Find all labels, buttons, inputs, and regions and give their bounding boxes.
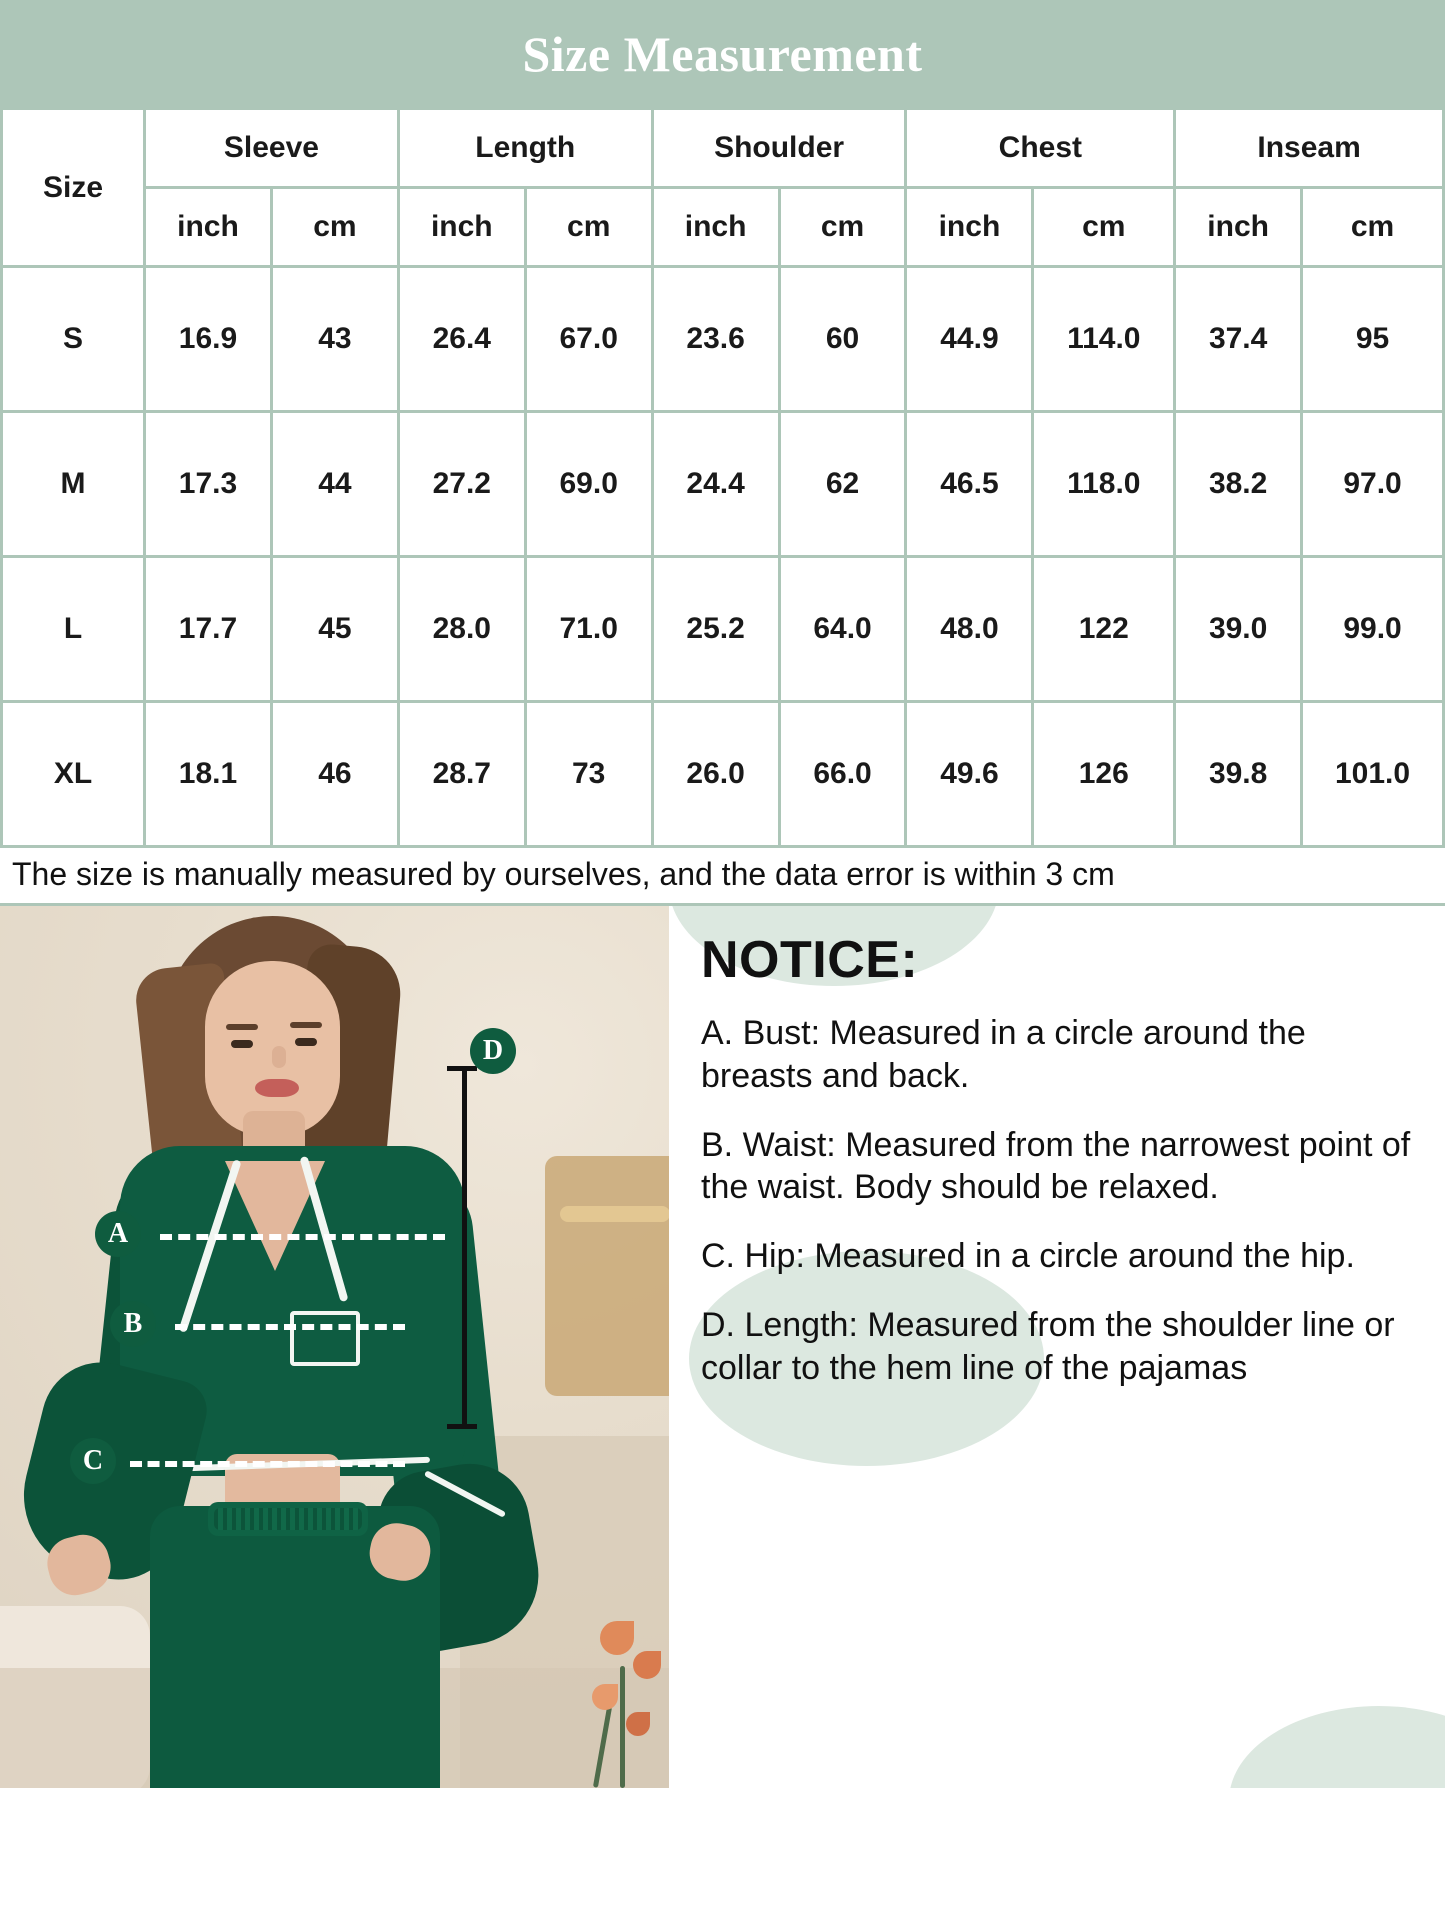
marker-b-badge: B <box>110 1301 156 1347</box>
cell-sleeve-inch: 16.9 <box>146 268 270 410</box>
cell-shoulder-cm: 64.0 <box>781 558 905 700</box>
table-group-header-row <box>3 110 1442 186</box>
cell-inseam-inch: 37.4 <box>1176 268 1300 410</box>
row-size-label: XL <box>3 703 143 845</box>
length-measure-line <box>462 1066 467 1426</box>
header-unit-chest-cm: cm <box>1034 189 1173 265</box>
cell-length-cm: 67.0 <box>527 268 651 410</box>
cell-shoulder-inch: 26.0 <box>654 703 778 845</box>
header-unit-sleeve-cm: cm <box>273 189 397 265</box>
table-head <box>3 110 1442 265</box>
size-measurement-table <box>0 107 1445 848</box>
eye-left <box>231 1040 253 1048</box>
header-group-length: Length <box>400 110 651 186</box>
cell-chest-inch: 44.9 <box>907 268 1031 410</box>
nose <box>272 1046 286 1068</box>
cell-chest-cm: 122 <box>1034 558 1173 700</box>
table-body <box>3 268 1442 845</box>
cell-sleeve-cm: 45 <box>273 558 397 700</box>
cell-inseam-cm: 99.0 <box>1303 558 1442 700</box>
model-photo <box>0 906 669 1788</box>
cell-chest-inch: 49.6 <box>907 703 1031 845</box>
notice-content <box>701 930 1425 1390</box>
notice-item-hip: C. Hip: Measured in a circle around the hip. <box>701 1237 1355 1276</box>
cell-shoulder-inch: 25.2 <box>654 558 778 700</box>
chest-pocket <box>290 1311 360 1366</box>
table-row <box>3 268 1442 410</box>
bottom-section <box>0 906 1445 1788</box>
decorative-blob <box>1229 1706 1445 1788</box>
cell-length-cm: 73 <box>527 703 651 845</box>
cell-sleeve-cm: 43 <box>273 268 397 410</box>
cell-length-cm: 71.0 <box>527 558 651 700</box>
length-measure-cap-bottom <box>447 1424 477 1429</box>
header-group-chest: Chest <box>907 110 1173 186</box>
header-unit-chest-inch: inch <box>907 189 1031 265</box>
cell-sleeve-cm: 44 <box>273 413 397 555</box>
cell-shoulder-cm: 62 <box>781 413 905 555</box>
notice-panel <box>669 906 1445 1788</box>
cell-chest-cm: 114.0 <box>1034 268 1173 410</box>
eye-right <box>295 1038 317 1046</box>
cell-length-inch: 28.7 <box>400 703 524 845</box>
cell-length-inch: 27.2 <box>400 413 524 555</box>
header-group-inseam: Inseam <box>1176 110 1442 186</box>
cell-inseam-inch: 38.2 <box>1176 413 1300 555</box>
cell-length-inch: 28.0 <box>400 558 524 700</box>
length-measure-cap-top <box>447 1066 477 1071</box>
lips <box>255 1079 299 1097</box>
cell-sleeve-cm: 46 <box>273 703 397 845</box>
header-size: Size <box>3 110 143 265</box>
cell-chest-inch: 48.0 <box>907 558 1031 700</box>
row-size-label: L <box>3 558 143 700</box>
header-unit-inseam-cm: cm <box>1303 189 1442 265</box>
cell-inseam-cm: 97.0 <box>1303 413 1442 555</box>
eyebrow-right <box>290 1022 322 1028</box>
waist-measure-line <box>175 1324 405 1330</box>
table-row <box>3 558 1442 700</box>
row-size-label: M <box>3 413 143 555</box>
cell-inseam-inch: 39.0 <box>1176 558 1300 700</box>
table-row <box>3 703 1442 845</box>
size-table-container <box>0 107 1445 848</box>
cell-inseam-inch: 39.8 <box>1176 703 1300 845</box>
cell-inseam-cm: 101.0 <box>1303 703 1442 845</box>
marker-a-badge: A <box>95 1211 141 1257</box>
cell-shoulder-inch: 24.4 <box>654 413 778 555</box>
cell-chest-inch: 46.5 <box>907 413 1031 555</box>
notice-item-length: D. Length: Measured from the shoulder line or collar to the hem line of the pajamas <box>701 1306 1395 1387</box>
pants-waistband <box>208 1502 368 1536</box>
header-unit-shoulder-inch: inch <box>654 189 778 265</box>
cell-sleeve-inch: 17.3 <box>146 413 270 555</box>
cell-chest-cm: 118.0 <box>1034 413 1173 555</box>
cell-length-inch: 26.4 <box>400 268 524 410</box>
page-header <box>0 0 1445 107</box>
cell-chest-cm: 126 <box>1034 703 1173 845</box>
eyebrow-left <box>226 1024 258 1030</box>
measurement-disclaimer: The size is manually measured by ourselves, and the data error is within 3 cm <box>0 848 1445 906</box>
cell-inseam-cm: 95 <box>1303 268 1442 410</box>
notice-item-bust: A. Bust: Measured in a circle around the breasts and back. <box>701 1014 1306 1095</box>
notice-title: NOTICE: <box>701 931 919 989</box>
cell-shoulder-inch: 23.6 <box>654 268 778 410</box>
hip-measure-line <box>130 1461 405 1467</box>
marker-c-badge: C <box>70 1438 116 1484</box>
notice-item-waist: B. Waist: Measured from the narrowest point of the waist. Body should be relaxed. <box>701 1125 1411 1207</box>
cell-shoulder-cm: 60 <box>781 268 905 410</box>
page-title: Size Measurement <box>522 25 923 82</box>
marker-d-badge: D <box>470 1028 516 1074</box>
row-size-label: S <box>3 268 143 410</box>
bust-measure-line <box>160 1234 445 1240</box>
cell-length-cm: 69.0 <box>527 413 651 555</box>
header-unit-length-cm: cm <box>527 189 651 265</box>
table-unit-header-row <box>3 189 1442 265</box>
header-group-sleeve: Sleeve <box>146 110 397 186</box>
cell-shoulder-cm: 66.0 <box>781 703 905 845</box>
cell-sleeve-inch: 18.1 <box>146 703 270 845</box>
header-unit-shoulder-cm: cm <box>781 189 905 265</box>
model-figure <box>0 906 669 1788</box>
cell-sleeve-inch: 17.7 <box>146 558 270 700</box>
table-row <box>3 413 1442 555</box>
header-unit-inseam-inch: inch <box>1176 189 1300 265</box>
header-unit-sleeve-inch: inch <box>146 189 270 265</box>
header-unit-length-inch: inch <box>400 189 524 265</box>
header-group-shoulder: Shoulder <box>654 110 905 186</box>
